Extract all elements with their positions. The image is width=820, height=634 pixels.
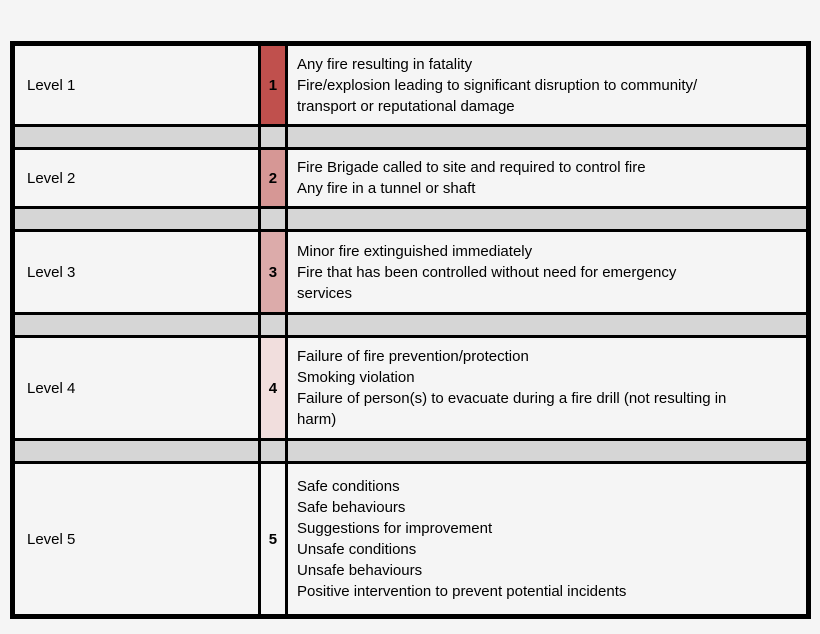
- severity-badge: 3: [259, 231, 286, 314]
- spacer-row: [13, 314, 809, 337]
- description-line: Any fire in a tunnel or shaft: [297, 180, 476, 197]
- description-line: transport or reputational damage: [297, 97, 515, 115]
- level-label: Level 1: [13, 44, 260, 126]
- table-row-level-4: [13, 337, 809, 440]
- severity-badge: 4: [259, 337, 286, 440]
- spacer-cell: [259, 126, 286, 149]
- description-cell: [287, 337, 809, 440]
- level-label: Level 5: [13, 463, 260, 617]
- severity-badge: 5: [259, 463, 286, 617]
- level-label: Level 4: [13, 337, 260, 440]
- description-line: Minor fire extinguished immediately: [297, 242, 533, 260]
- spacer-cell: [259, 314, 286, 337]
- description-cell: [287, 231, 809, 314]
- description-cell: [287, 149, 809, 208]
- description-line: Fire Brigade called to site and required to control fire: [297, 159, 646, 176]
- spacer-row: [13, 440, 809, 463]
- spacer-cell: [13, 126, 260, 149]
- spacer-cell: [13, 440, 260, 463]
- description-line: Failure of person(s) to evacuate during a fire drill (not resulting in: [297, 390, 727, 407]
- table-row-level-3: [13, 231, 809, 314]
- table-row-level-1: [13, 44, 809, 126]
- spacer-cell: [13, 208, 260, 231]
- spacer-cell: [287, 126, 809, 149]
- description-line: Safe conditions: [297, 478, 400, 495]
- spacer-cell: [13, 314, 260, 337]
- spacer-cell: [287, 314, 809, 337]
- description-line: Suggestions for improvement: [297, 520, 493, 537]
- severity-badge: 2: [259, 149, 286, 208]
- description-line: harm): [297, 411, 337, 428]
- description-cell: [287, 44, 809, 126]
- severity-table: [10, 41, 811, 619]
- spacer-row: [13, 126, 809, 149]
- description-line: Safe behaviours: [297, 499, 406, 516]
- table-row-level-2: [13, 149, 809, 208]
- spacer-cell: [259, 208, 286, 231]
- description-line: Failure of fire prevention/protection: [297, 348, 529, 365]
- level-label: Level 3: [13, 231, 260, 314]
- description-line: Unsafe behaviours: [297, 562, 423, 579]
- table-row-level-5: [13, 463, 809, 617]
- level-label: Level 2: [13, 149, 260, 208]
- spacer-cell: [259, 440, 286, 463]
- description-cell: [287, 463, 809, 617]
- description-line: Smoking violation: [297, 369, 415, 386]
- spacer-row: [13, 208, 809, 231]
- description-line: Unsafe conditions: [297, 541, 417, 558]
- description-line: Fire/explosion leading to significant disruption to community/: [297, 76, 698, 94]
- description-line: Fire that has been controlled without need for emergency: [297, 263, 677, 281]
- spacer-cell: [287, 440, 809, 463]
- description-line: Positive intervention to prevent potential incidents: [297, 583, 627, 600]
- description-line: Any fire resulting in fatality: [297, 55, 473, 73]
- description-line: services: [297, 284, 353, 302]
- severity-badge: 1: [259, 44, 286, 126]
- spacer-cell: [287, 208, 809, 231]
